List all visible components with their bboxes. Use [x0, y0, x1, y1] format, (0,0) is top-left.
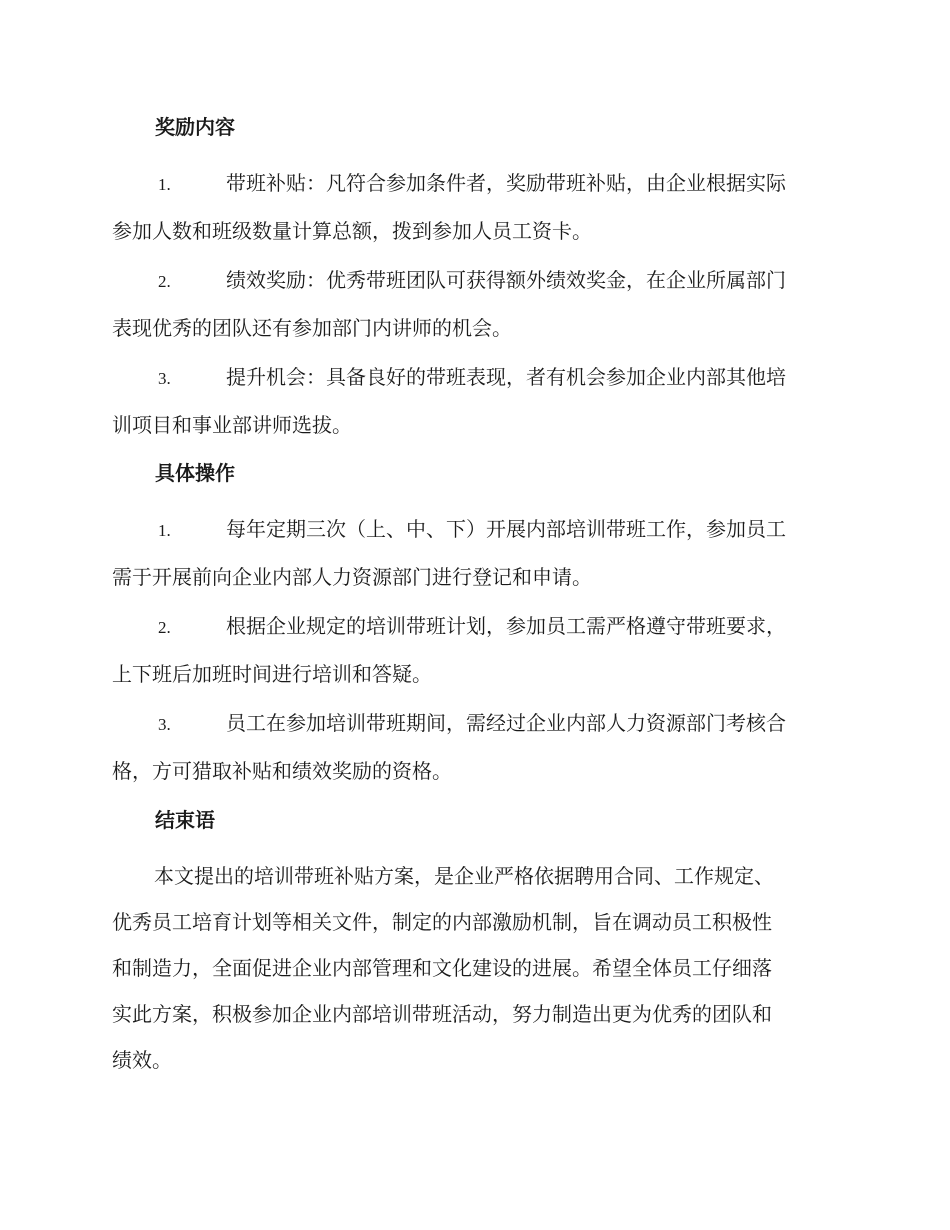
list-item — [112, 354, 834, 448]
list-item — [112, 257, 834, 351]
list-item-text: 带班补贴：凡符合参加条件者，奖励带班补贴，由企业根据实际 — [226, 171, 786, 195]
paragraph-line: 和制造力，全面促进企业内部管理和文化建设的进展。希望全体员工仔细落 — [112, 956, 772, 980]
list-number: 2. — [158, 272, 171, 291]
list-item — [112, 506, 834, 600]
list-item-text: 表现优秀的团队还有参加部门内讲师的机会。 — [112, 316, 512, 340]
list-item-text: 参加人数和班级数量计算总额，拨到参加人员工资卡。 — [112, 219, 592, 243]
paragraph-line: 绩效。 — [112, 1048, 172, 1072]
list-item-text: 绩效奖励：优秀带班团队可获得额外绩效奖金，在企业所属部门 — [226, 268, 786, 292]
list-item-text: 训项目和事业部讲师选拔。 — [112, 413, 352, 437]
list-item-text: 根据企业规定的培训带班计划，参加员工需严格遵守带班要求， — [226, 614, 786, 638]
list-item-text: 每年定期三次（上、中、下）开展内部培训带班工作，参加员工 — [226, 517, 786, 541]
paragraph-line: 实此方案，积极参加企业内部培训带班活动，努力制造出更为优秀的团队和 — [112, 1002, 772, 1026]
list-number: 1. — [158, 521, 171, 540]
conclusion-paragraph — [112, 853, 834, 1083]
paragraph-line: 优秀员工培育计划等相关文件，制定的内部激励机制，旨在调动员工积极性 — [112, 910, 772, 934]
list-number: 2. — [158, 618, 171, 637]
list-number: 3. — [158, 369, 171, 388]
section-heading-operations: 具体操作 — [155, 461, 235, 485]
section-heading-conclusion: 结束语 — [155, 808, 215, 832]
list-item — [112, 603, 834, 697]
paragraph-line: 本文提出的培训带班补贴方案，是企业严格依据聘用合同、工作规定、 — [154, 864, 774, 888]
list-item-text: 格，方可猎取补贴和绩效奖励的资格。 — [112, 759, 452, 783]
list-item-text: 提升机会：具备良好的带班表现，者有机会参加企业内部其他培 — [226, 365, 786, 389]
list-item-text: 员工在参加培训带班期间，需经过企业内部人力资源部门考核合 — [226, 711, 786, 735]
section-heading-rewards: 奖励内容 — [155, 115, 235, 139]
list-number: 1. — [158, 175, 171, 194]
list-item-text: 需于开展前向企业内部人力资源部门进行登记和申请。 — [112, 565, 592, 589]
list-item-text: 上下班后加班时间进行培训和答疑。 — [112, 662, 432, 686]
list-number: 3. — [158, 715, 171, 734]
list-item — [112, 700, 834, 794]
list-item — [112, 160, 834, 254]
